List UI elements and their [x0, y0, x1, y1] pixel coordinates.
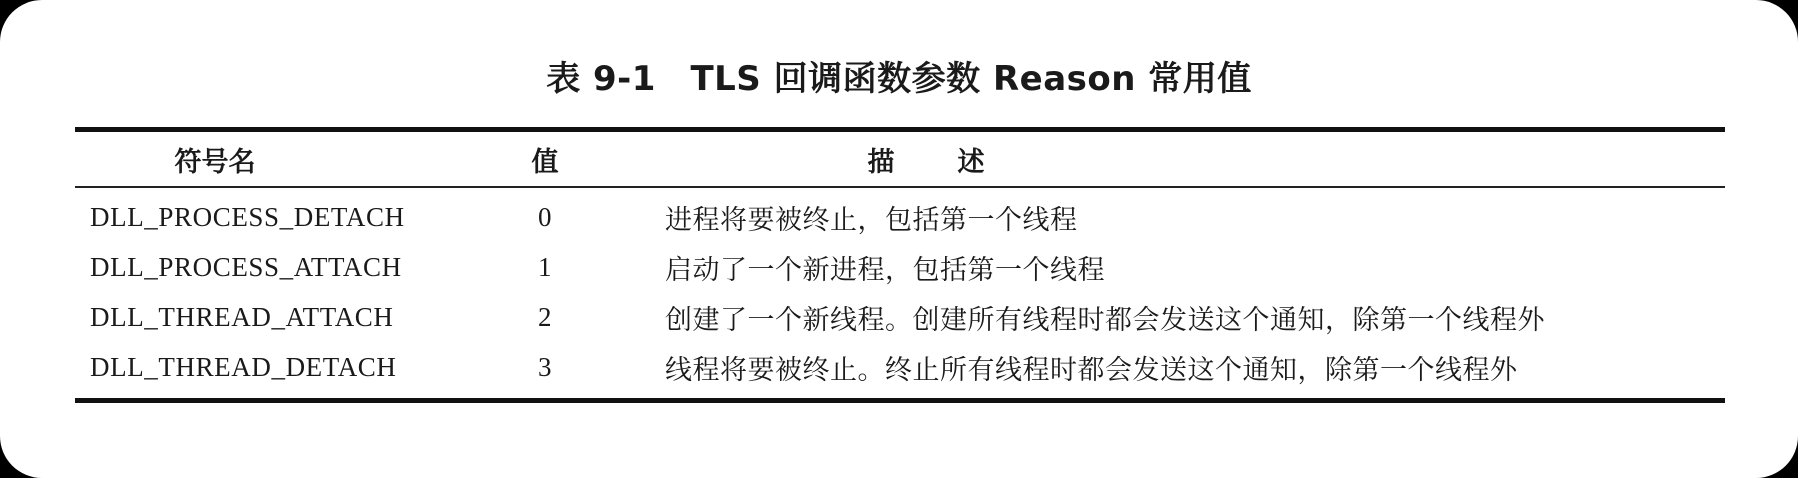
table-row [75, 242, 1725, 292]
row-description: 进程将要被终止，包括第一个线程 [665, 204, 1078, 236]
row-description: 启动了一个新进程，包括第一个线程 [665, 254, 1105, 286]
row-symbol: DLL_PROCESS_DETACH [90, 201, 405, 232]
row-description: 创建了一个新线程。创建所有线程时都会发送这个通知，除第一个线程外 [665, 304, 1545, 336]
table-body [75, 188, 1725, 398]
row-value: 1 [537, 251, 553, 282]
table-row [75, 192, 1725, 242]
row-symbol: DLL_THREAD_DETACH [90, 351, 397, 382]
header-symbol: 符号名 [174, 146, 256, 178]
reason-values-table [75, 127, 1725, 403]
header-value: 值 [531, 146, 559, 178]
row-symbol: DLL_PROCESS_ATTACH [90, 251, 402, 282]
table-bottom-rule [75, 398, 1725, 403]
table-header-row [75, 132, 1725, 186]
row-symbol: DLL_THREAD_ATTACH [90, 301, 394, 332]
header-description: 描 述 [867, 146, 1003, 178]
table-caption: 表 9-1 TLS 回调函数参数 Reason 常用值 [546, 59, 1252, 99]
row-value: 0 [537, 201, 553, 232]
row-value: 3 [537, 351, 553, 382]
table-row [75, 342, 1725, 392]
row-description: 线程将要被终止。终止所有线程时都会发送这个通知，除第一个线程外 [665, 354, 1518, 386]
table-row [75, 292, 1725, 342]
row-value: 2 [537, 301, 553, 332]
